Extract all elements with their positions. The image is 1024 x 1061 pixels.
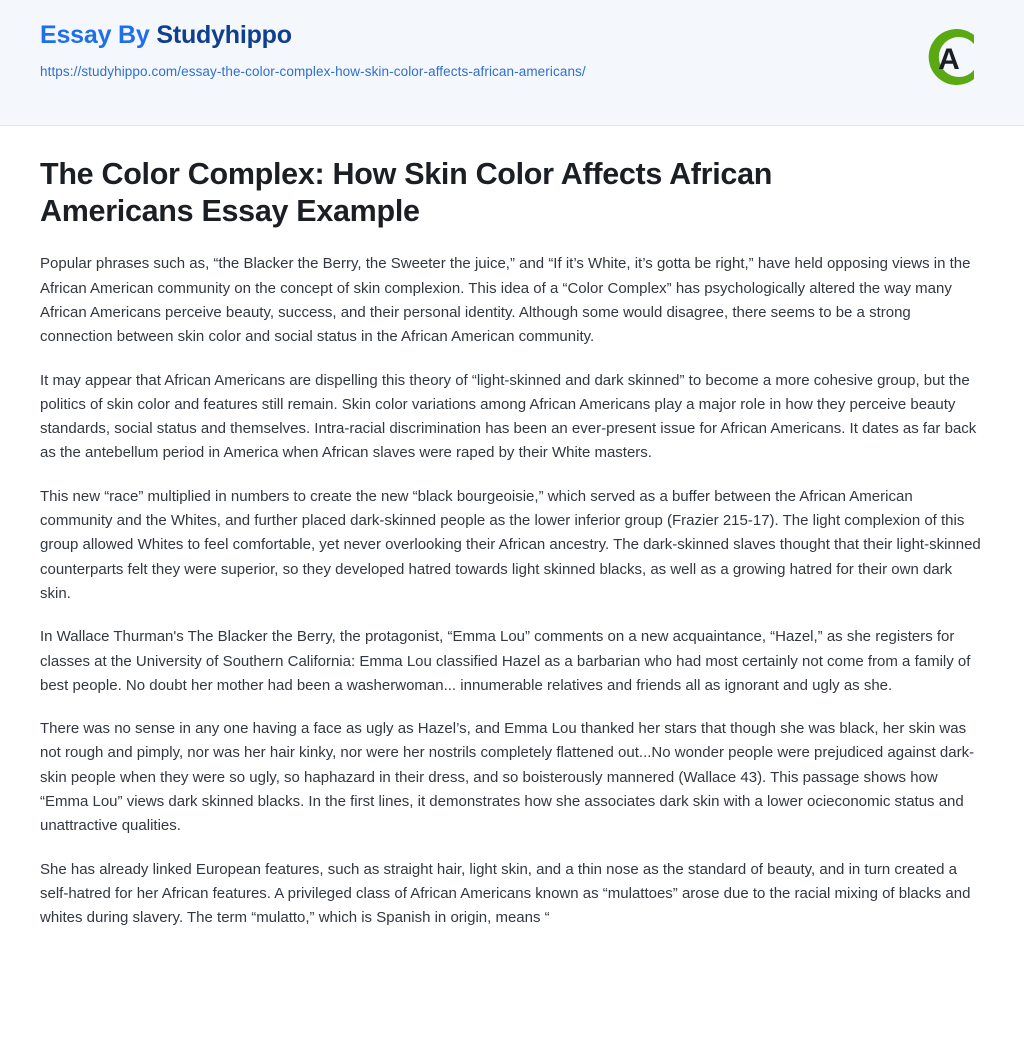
article-paragraph: It may appear that African Americans are dispelling this theory of “light-skinned and dark skinned” to become a more cohesive group, but the politics of skin color and features still remain. Skin color variations among African Americans play a major role in how they perceive beauty standards, social status and themselves. Intra-racial discrimination has been an ever-present issue for African Americans. It dates as far back as the antebellum period in America when African slaves were raped by their White masters.	[40, 371, 977, 462]
svg-text:A: A	[938, 43, 960, 76]
article-paragraph: She has already linked European features, such as straight hair, light skin, and a thin nose as the standard of beauty, and in turn created a self-hatred for her African features. A privileged class of African Americans known as “mulattoes” arose due to the racial mixing of blacks and whites during slavery. The term “mulatto,” which is Spanish in origin, means “	[40, 860, 971, 927]
article-paragraph: In Wallace Thurman's The Blacker the Berry, the protagonist, “Emma Lou” comments on a new acquaintance, “Hazel,” as she registers for classes at the University of Southern California: Emma Lou classified Hazel as a barbarian who had most certainly not come from a family of best people. No doubt her mother had been a washerwoman... innumerable relatives and friends all as ignorant and ugly as she.	[40, 628, 971, 694]
article-body	[40, 252, 984, 930]
article-container	[0, 126, 1024, 961]
page-title: The Color Complex: How Skin Color Affects African Americans Essay Example	[40, 157, 773, 229]
site-header	[0, 0, 1024, 126]
site-brand-name: Studyhippo	[156, 21, 292, 49]
article-paragraph: Popular phrases such as, “the Blacker the Berry, the Sweeter the juice,” and “If it’s White, it’s gotta be right,” have held opposing views in the African American community on the concept of skin complexion. This idea of a “Color Complex” has psychologically altered the way many African Americans perceive beauty, success, and their personal identity. Although some would disagree, there seems to be a strong connection between skin color and social status in the African American community.	[40, 255, 971, 346]
article-paragraph: There was no sense in any one having a face as ugly as Hazel’s, and Emma Lou thanked her stars that though she was black, her skin was not rough and pimply, nor was her hair kinky, nor were her nostrils completely flattened out...No wonder people were prejudiced against dark-skin people when they were so ugly, so haphazard in their dress, and so boisterously mannered (Wallace 43). This passage shows how “Emma Lou” views dark skinned blacks. In the first lines, it demonstrates how she associates dark skin with a lower ocieconomic status and unattractive qualities.	[40, 720, 975, 835]
site-brand	[40, 22, 984, 50]
source-url-link[interactable]: https://studyhippo.com/essay-the-color-complex-how-skin-color-affects-african-americans/	[40, 63, 586, 79]
studyhippo-logo-icon	[912, 18, 990, 96]
article-paragraph: This new “race” multiplied in numbers to create the new “black bourgeoisie,” which served as a buffer between the African American community and the Whites, and further placed dark-skinned people as the lower inferior group (Frazier 215-17). The light complexion of this group allowed Whites to feel comfortable, yet never overlooking their African ancestry. The dark-skinned slaves thought that their light-skinned counterparts felt they were superior, so they developed hatred towards light skinned blacks, as well as a growing hatred for their own dark skin.	[40, 487, 981, 602]
site-brand-prefix: Essay By	[40, 21, 157, 49]
